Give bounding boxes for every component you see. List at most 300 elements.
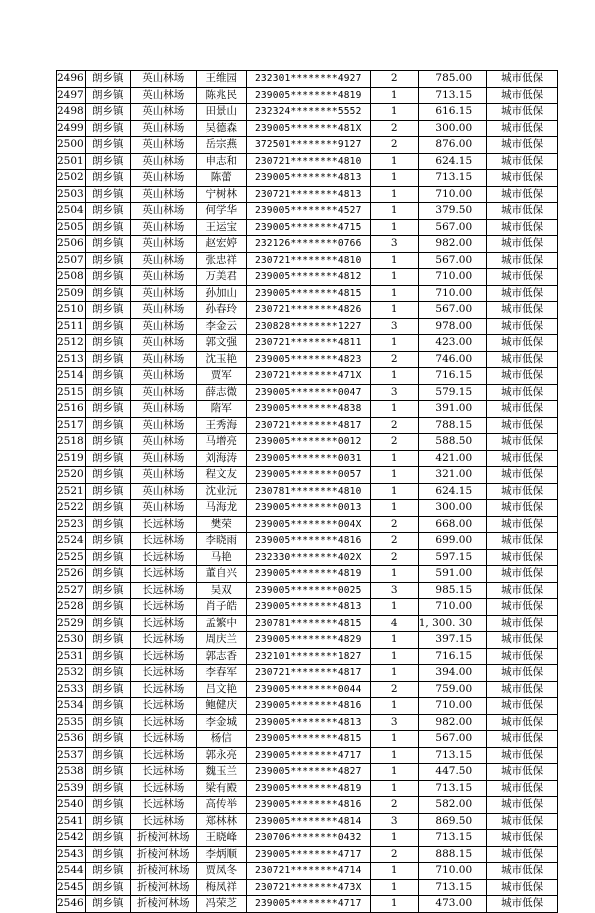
category-cell: 城市低保 [487,483,558,500]
amount-cell: 713.15 [418,747,486,764]
category-cell: 城市低保 [487,533,558,550]
town-cell: 朗乡镇 [85,500,130,517]
name-cell: 郑林林 [196,813,246,830]
name-cell: 马海龙 [196,500,246,517]
forest-farm-cell: 长远林场 [130,681,196,698]
name-cell: 申志和 [196,153,246,170]
amount-cell: 567.00 [418,252,486,269]
category-cell: 城市低保 [487,863,558,880]
household-count-cell: 1 [370,566,418,583]
table-row [57,830,558,847]
forest-farm-cell: 长远林场 [130,632,196,649]
amount-cell: 300.00 [418,120,486,137]
row-number: 2534 [57,698,86,715]
table-row [57,71,558,88]
row-number: 2520 [57,467,86,484]
id-number-cell: 239005********481X [246,120,370,137]
table-row [57,516,558,533]
household-count-cell: 1 [370,731,418,748]
table-row [57,302,558,319]
id-number-cell: 239005********4814 [246,813,370,830]
category-cell: 城市低保 [487,599,558,616]
household-count-cell: 2 [370,351,418,368]
household-count-cell: 1 [370,467,418,484]
id-number-cell: 230721********471X [246,368,370,385]
name-cell: 孙加山 [196,285,246,302]
town-cell: 朗乡镇 [85,203,130,220]
amount-cell: 716.15 [418,368,486,385]
household-count-cell: 1 [370,203,418,220]
table-row [57,203,558,220]
table-row [57,252,558,269]
category-cell: 城市低保 [487,747,558,764]
forest-farm-cell: 长远林场 [130,566,196,583]
amount-cell: 624.15 [418,153,486,170]
name-cell: 陈兆民 [196,87,246,104]
row-number: 2511 [57,318,86,335]
forest-farm-cell: 英山林场 [130,368,196,385]
household-count-cell: 2 [370,681,418,698]
table-row [57,87,558,104]
town-cell: 朗乡镇 [85,731,130,748]
forest-farm-cell: 长远林场 [130,533,196,550]
id-number-cell: 239005********4819 [246,87,370,104]
forest-farm-cell: 英山林场 [130,351,196,368]
id-number-cell: 230721********4817 [246,665,370,682]
household-count-cell: 1 [370,252,418,269]
forest-farm-cell: 英山林场 [130,236,196,253]
name-cell: 李春军 [196,665,246,682]
household-count-cell: 2 [370,71,418,88]
forest-farm-cell: 英山林场 [130,153,196,170]
row-number: 2513 [57,351,86,368]
name-cell: 沈玉艳 [196,351,246,368]
id-number-cell: 239005********4813 [246,170,370,187]
town-cell: 朗乡镇 [85,516,130,533]
household-count-cell: 1 [370,879,418,896]
table-row [57,384,558,401]
amount-cell: 978.00 [418,318,486,335]
household-count-cell: 1 [370,780,418,797]
household-count-cell: 2 [370,533,418,550]
household-count-cell: 2 [370,797,418,814]
id-number-cell: 230721********4810 [246,252,370,269]
amount-cell: 713.15 [418,830,486,847]
household-count-cell: 1 [370,830,418,847]
amount-cell: 567.00 [418,302,486,319]
table-row [57,648,558,665]
table-row [57,450,558,467]
town-cell: 朗乡镇 [85,434,130,451]
household-count-cell: 2 [370,120,418,137]
amount-cell: 788.15 [418,417,486,434]
forest-farm-cell: 长远林场 [130,665,196,682]
household-count-cell: 1 [370,335,418,352]
category-cell: 城市低保 [487,450,558,467]
town-cell: 朗乡镇 [85,863,130,880]
table-row [57,582,558,599]
forest-farm-cell: 英山林场 [130,318,196,335]
row-number: 2526 [57,566,86,583]
row-number: 2538 [57,764,86,781]
row-number: 2522 [57,500,86,517]
town-cell: 朗乡镇 [85,401,130,418]
category-cell: 城市低保 [487,71,558,88]
category-cell: 城市低保 [487,434,558,451]
row-number: 2530 [57,632,86,649]
name-cell: 吴德森 [196,120,246,137]
id-number-cell: 239005********4819 [246,780,370,797]
forest-farm-cell: 英山林场 [130,434,196,451]
household-count-cell: 2 [370,549,418,566]
name-cell: 周庆兰 [196,632,246,649]
row-number: 2503 [57,186,86,203]
town-cell: 朗乡镇 [85,318,130,335]
name-cell: 郭志香 [196,648,246,665]
id-number-cell: 232324********5552 [246,104,370,121]
household-count-cell: 2 [370,137,418,154]
amount-cell: 710.00 [418,269,486,286]
name-cell: 马艳 [196,549,246,566]
row-number: 2504 [57,203,86,220]
name-cell: 贾凤冬 [196,863,246,880]
row-number: 2500 [57,137,86,154]
amount-cell: 624.15 [418,483,486,500]
amount-cell: 421.00 [418,450,486,467]
row-number: 2521 [57,483,86,500]
amount-cell: 423.00 [418,335,486,352]
forest-farm-cell: 长远林场 [130,797,196,814]
row-number: 2540 [57,797,86,814]
forest-farm-cell: 英山林场 [130,71,196,88]
household-count-cell: 1 [370,896,418,913]
table-row [57,747,558,764]
forest-farm-cell: 长远林场 [130,648,196,665]
household-count-cell: 2 [370,846,418,863]
category-cell: 城市低保 [487,764,558,781]
category-cell: 城市低保 [487,351,558,368]
household-count-cell: 1 [370,648,418,665]
forest-farm-cell: 英山林场 [130,401,196,418]
table-row [57,780,558,797]
amount-cell: 713.15 [418,879,486,896]
table-row [57,104,558,121]
category-cell: 城市低保 [487,335,558,352]
id-number-cell: 239005********0025 [246,582,370,599]
name-cell: 陈蕾 [196,170,246,187]
amount-cell: 567.00 [418,731,486,748]
row-number: 2502 [57,170,86,187]
amount-cell: 1, 300. 30 [418,615,486,632]
amount-cell: 588.50 [418,434,486,451]
row-number: 2505 [57,219,86,236]
id-number-cell: 230706********0432 [246,830,370,847]
name-cell: 贾军 [196,368,246,385]
town-cell: 朗乡镇 [85,285,130,302]
household-count-cell: 3 [370,582,418,599]
relief-roster-table [56,70,558,913]
amount-cell: 699.00 [418,533,486,550]
table-row [57,681,558,698]
id-number-cell: 239005********4815 [246,731,370,748]
amount-cell: 746.00 [418,351,486,368]
name-cell: 王维园 [196,71,246,88]
row-number: 2519 [57,450,86,467]
row-number: 2539 [57,780,86,797]
amount-cell: 591.00 [418,566,486,583]
name-cell: 樊荣 [196,516,246,533]
category-cell: 城市低保 [487,566,558,583]
id-number-cell: 239005********0031 [246,450,370,467]
table-row [57,186,558,203]
row-number: 2535 [57,714,86,731]
row-number: 2506 [57,236,86,253]
name-cell: 郭文强 [196,335,246,352]
id-number-cell: 239005********4813 [246,714,370,731]
table-body [57,71,558,913]
household-count-cell: 2 [370,417,418,434]
forest-farm-cell: 长远林场 [130,599,196,616]
id-number-cell: 239005********0013 [246,500,370,517]
forest-farm-cell: 英山林场 [130,417,196,434]
row-number: 2525 [57,549,86,566]
household-count-cell: 1 [370,368,418,385]
table-row [57,368,558,385]
household-count-cell: 1 [370,698,418,715]
town-cell: 朗乡镇 [85,780,130,797]
town-cell: 朗乡镇 [85,846,130,863]
category-cell: 城市低保 [487,665,558,682]
household-count-cell: 3 [370,813,418,830]
town-cell: 朗乡镇 [85,566,130,583]
row-number: 2543 [57,846,86,863]
forest-farm-cell: 长远林场 [130,731,196,748]
amount-cell: 888.15 [418,846,486,863]
table-row [57,599,558,616]
amount-cell: 582.00 [418,797,486,814]
table-row [57,318,558,335]
town-cell: 朗乡镇 [85,87,130,104]
category-cell: 城市低保 [487,153,558,170]
table-row [57,153,558,170]
household-count-cell: 3 [370,236,418,253]
household-count-cell: 1 [370,450,418,467]
category-cell: 城市低保 [487,780,558,797]
household-count-cell: 1 [370,483,418,500]
town-cell: 朗乡镇 [85,582,130,599]
forest-farm-cell: 英山林场 [130,219,196,236]
name-cell: 程文友 [196,467,246,484]
name-cell: 万美君 [196,269,246,286]
town-cell: 朗乡镇 [85,137,130,154]
forest-farm-cell: 长远林场 [130,764,196,781]
row-number: 2527 [57,582,86,599]
household-count-cell: 1 [370,104,418,121]
name-cell: 吴双 [196,582,246,599]
category-cell: 城市低保 [487,830,558,847]
amount-cell: 473.00 [418,896,486,913]
table-row [57,401,558,418]
forest-farm-cell: 长远林场 [130,516,196,533]
forest-farm-cell: 长远林场 [130,615,196,632]
id-number-cell: 232126********0766 [246,236,370,253]
amount-cell: 579.15 [418,384,486,401]
amount-cell: 391.00 [418,401,486,418]
id-number-cell: 230721********4826 [246,302,370,319]
id-number-cell: 230721********473X [246,879,370,896]
forest-farm-cell: 英山林场 [130,104,196,121]
name-cell: 梅凤祥 [196,879,246,896]
row-number: 2496 [57,71,86,88]
amount-cell: 713.15 [418,170,486,187]
town-cell: 朗乡镇 [85,335,130,352]
amount-cell: 394.00 [418,665,486,682]
town-cell: 朗乡镇 [85,417,130,434]
row-number: 2532 [57,665,86,682]
id-number-cell: 239005********4715 [246,219,370,236]
household-count-cell: 3 [370,384,418,401]
name-cell: 肖子皓 [196,599,246,616]
household-count-cell: 1 [370,170,418,187]
town-cell: 朗乡镇 [85,648,130,665]
town-cell: 朗乡镇 [85,384,130,401]
amount-cell: 785.00 [418,71,486,88]
table-row [57,351,558,368]
name-cell: 王运宝 [196,219,246,236]
town-cell: 朗乡镇 [85,632,130,649]
id-number-cell: 239005********4717 [246,747,370,764]
town-cell: 朗乡镇 [85,170,130,187]
table-row [57,813,558,830]
name-cell: 郭永亮 [196,747,246,764]
row-number: 2512 [57,335,86,352]
table-row [57,632,558,649]
forest-farm-cell: 英山林场 [130,285,196,302]
forest-farm-cell: 英山林场 [130,384,196,401]
category-cell: 城市低保 [487,219,558,236]
town-cell: 朗乡镇 [85,219,130,236]
id-number-cell: 239005********4815 [246,285,370,302]
forest-farm-cell: 折棱河林场 [130,846,196,863]
category-cell: 城市低保 [487,846,558,863]
household-count-cell: 1 [370,764,418,781]
table-row [57,533,558,550]
amount-cell: 982.00 [418,714,486,731]
row-number: 2537 [57,747,86,764]
household-count-cell: 1 [370,500,418,517]
id-number-cell: 230721********4813 [246,186,370,203]
row-number: 2497 [57,87,86,104]
category-cell: 城市低保 [487,896,558,913]
category-cell: 城市低保 [487,384,558,401]
id-number-cell: 239005********0044 [246,681,370,698]
household-count-cell: 1 [370,401,418,418]
row-number: 2542 [57,830,86,847]
town-cell: 朗乡镇 [85,747,130,764]
category-cell: 城市低保 [487,714,558,731]
forest-farm-cell: 长远林场 [130,549,196,566]
town-cell: 朗乡镇 [85,599,130,616]
row-number: 2536 [57,731,86,748]
row-number: 2507 [57,252,86,269]
amount-cell: 710.00 [418,186,486,203]
amount-cell: 710.00 [418,698,486,715]
town-cell: 朗乡镇 [85,368,130,385]
town-cell: 朗乡镇 [85,120,130,137]
category-cell: 城市低保 [487,632,558,649]
name-cell: 薛志微 [196,384,246,401]
name-cell: 杨信 [196,731,246,748]
id-number-cell: 239005********0012 [246,434,370,451]
household-count-cell: 1 [370,153,418,170]
id-number-cell: 230781********4810 [246,483,370,500]
town-cell: 朗乡镇 [85,714,130,731]
category-cell: 城市低保 [487,137,558,154]
table-row [57,896,558,913]
table-row [57,236,558,253]
id-number-cell: 230781********4815 [246,615,370,632]
forest-farm-cell: 英山林场 [130,467,196,484]
table-row [57,335,558,352]
household-count-cell: 3 [370,318,418,335]
amount-cell: 668.00 [418,516,486,533]
category-cell: 城市低保 [487,170,558,187]
row-number: 2498 [57,104,86,121]
name-cell: 隋军 [196,401,246,418]
table-row [57,764,558,781]
name-cell: 李金城 [196,714,246,731]
table-row [57,269,558,286]
amount-cell: 710.00 [418,599,486,616]
town-cell: 朗乡镇 [85,450,130,467]
id-number-cell: 239005********4717 [246,896,370,913]
table-row [57,170,558,187]
forest-farm-cell: 英山林场 [130,120,196,137]
town-cell: 朗乡镇 [85,830,130,847]
table-row [57,120,558,137]
id-number-cell: 232330********402X [246,549,370,566]
category-cell: 城市低保 [487,368,558,385]
table-row [57,731,558,748]
table-row [57,665,558,682]
table-row [57,483,558,500]
row-number: 2541 [57,813,86,830]
id-number-cell: 239005********4816 [246,797,370,814]
row-number: 2499 [57,120,86,137]
row-number: 2518 [57,434,86,451]
name-cell: 李晓雨 [196,533,246,550]
table-row [57,879,558,896]
town-cell: 朗乡镇 [85,698,130,715]
town-cell: 朗乡镇 [85,71,130,88]
forest-farm-cell: 折棱河林场 [130,830,196,847]
category-cell: 城市低保 [487,252,558,269]
forest-farm-cell: 英山林场 [130,87,196,104]
category-cell: 城市低保 [487,648,558,665]
row-number: 2501 [57,153,86,170]
category-cell: 城市低保 [487,236,558,253]
household-count-cell: 3 [370,714,418,731]
forest-farm-cell: 英山林场 [130,269,196,286]
name-cell: 张忠祥 [196,252,246,269]
table-row [57,714,558,731]
name-cell: 冯荣芝 [196,896,246,913]
id-number-cell: 239005********4816 [246,533,370,550]
id-number-cell: 239005********4717 [246,846,370,863]
row-number: 2510 [57,302,86,319]
table-row [57,698,558,715]
forest-farm-cell: 英山林场 [130,186,196,203]
